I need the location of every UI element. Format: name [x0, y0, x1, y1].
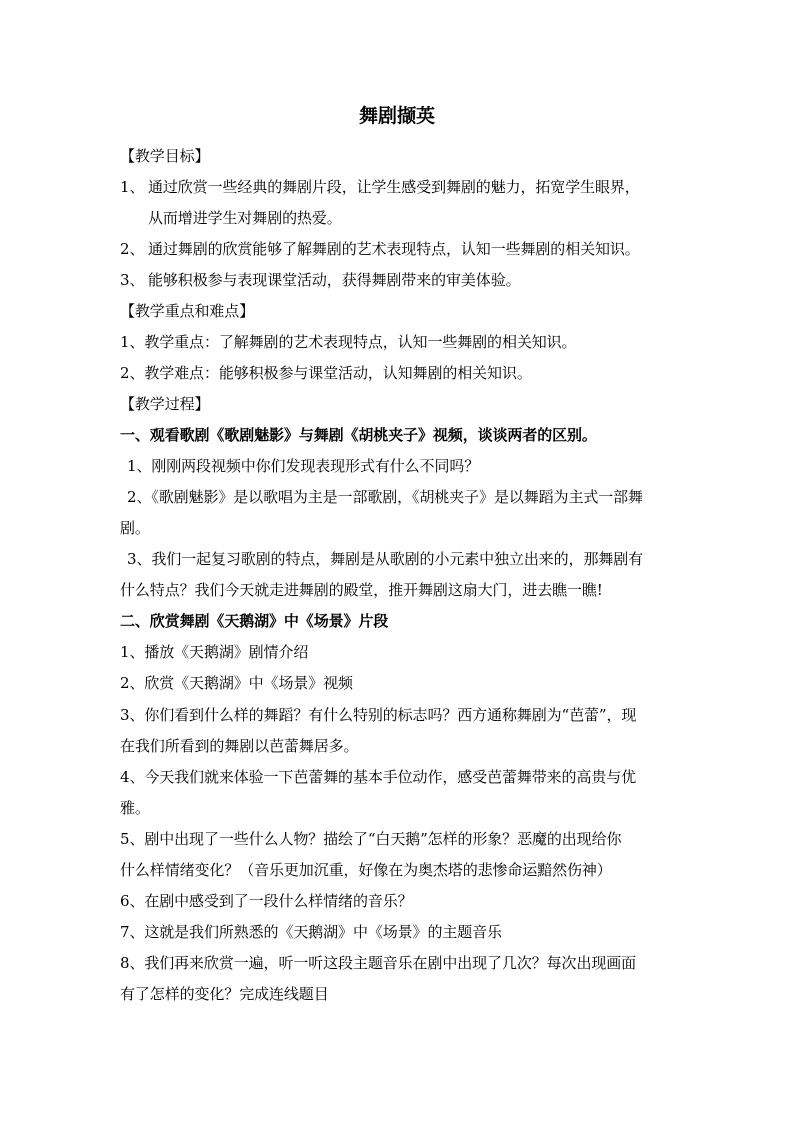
objective-item-1-continued: 从而增进学生对舞剧的热爱。	[148, 209, 342, 227]
section-2-item-8-continued: 有了怎样的变化？完成连线题目	[120, 985, 329, 1003]
objective-text: 能够积极参与表现课堂活动，获得舞剧带来的审美体验。	[148, 271, 521, 289]
document-title: 舞剧撷英	[358, 105, 435, 127]
section-1-item-2: 2、《歌剧魅影》是以歌唱为主是一部歌剧，《胡桃夹子》是以舞蹈为主式一部舞	[127, 488, 643, 506]
section-2-heading: 二、欣赏舞剧《天鹅湖》中《场景》片段	[120, 612, 389, 630]
section-1-heading: 一、观看歌剧《歌剧魅影》与舞剧《胡桃夹子》视频，谈谈两者的区别。	[120, 426, 597, 444]
key-points-heading: 【教学重点和难点】	[120, 302, 255, 320]
section-2-item-7: 7、这就是我们所熟悉的《天鹅湖》中《场景》的主题音乐	[120, 923, 502, 941]
objectives-heading: 【教学目标】	[120, 147, 210, 165]
objective-item-2	[120, 238, 690, 260]
section-2-item-5: 5、剧中出现了一些什么人物？描绘了“白天鹅”怎样的形象？恶魔的出现给你	[120, 830, 622, 848]
section-2-item-4-continued: 雅。	[120, 799, 150, 817]
section-2-item-3: 3、你们看到什么样的舞蹈？有什么特别的标志吗？西方通称舞剧为“芭蕾”，现	[120, 706, 637, 724]
section-1-item-3: 3、我们一起复习歌剧的特点，舞剧是从歌剧的小元素中独立出来的，那舞剧有	[127, 550, 644, 568]
section-2-item-8: 8、我们再来欣赏一遍，听一听这段主题音乐在剧中出现了几次？每次出现画面	[120, 954, 637, 972]
key-point-2: 2、教学难点：能够积极参与课堂活动，认知舞剧的相关知识。	[120, 364, 532, 382]
section-2-item-4: 4、今天我们就来体验一下芭蕾舞的基本手位动作，感受芭蕾舞带来的高贵与优	[120, 768, 637, 786]
section-1-item-2-continued: 剧。	[120, 519, 150, 537]
objective-number: 3、	[120, 271, 145, 289]
section-2-item-3-continued: 在我们所看到的舞剧以芭蕾舞居多。	[120, 737, 359, 755]
section-2-item-2: 2、欣赏《天鹅湖》中《场景》视频	[120, 674, 353, 692]
objective-number: 1、	[120, 178, 145, 196]
section-2-item-6: 6、在剧中感受到了一段什么样情绪的音乐？	[120, 892, 413, 910]
objective-text: 通过欣赏一些经典的舞剧片段，让学生感受到舞剧的魅力，拓宽学生眼界，	[148, 178, 640, 196]
objective-number: 2、	[120, 240, 145, 258]
objective-text: 通过舞剧的欣赏能够了解舞剧的艺术表现特点，认知一些舞剧的相关知识。	[148, 240, 640, 258]
key-point-1: 1、教学重点：了解舞剧的艺术表现特点，认知一些舞剧的相关知识。	[120, 333, 577, 351]
section-1-item-1: 1、刚刚两段视频中你们发现表现形式有什么不同吗？	[127, 457, 480, 475]
process-heading: 【教学过程】	[120, 395, 210, 413]
objective-item-3	[120, 269, 690, 291]
section-2-item-1: 1、播放《天鹅湖》剧情介绍	[120, 643, 309, 661]
section-2-item-5-continued: 什么样情绪变化？（音乐更加沉重，好像在为奥杰塔的悲惨命运黯然伤神）	[120, 861, 612, 879]
objective-item-1	[120, 176, 690, 198]
section-1-item-3-continued: 什么特点？我们今天就走进舞剧的殿堂，推开舞剧这扇大门，进去瞧一瞧!	[120, 581, 603, 599]
